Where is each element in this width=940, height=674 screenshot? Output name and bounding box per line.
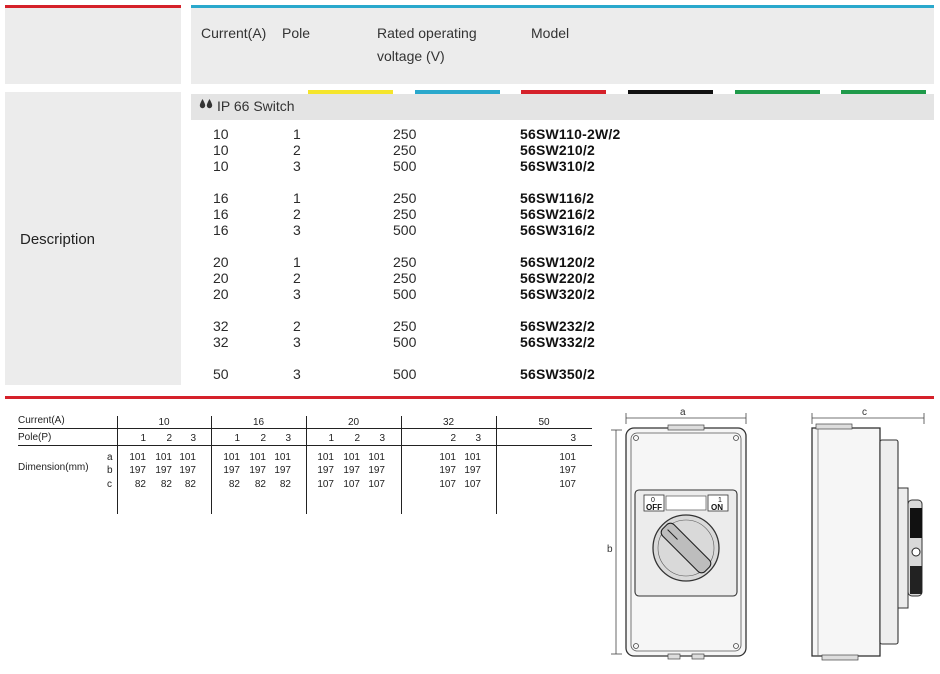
cell-model: 56SW120/2 [520,254,595,270]
table-row [0,366,940,382]
dim-value-c: 82 [134,479,146,490]
dim-pole-value: 2 [354,433,360,444]
dim-a-label: a [680,407,686,418]
header-model: Model [531,25,570,41]
dim-value-a: 101 [129,452,146,463]
cell-pole: 2 [293,270,301,286]
cell-pole: 3 [293,366,301,382]
description-label: Description [20,231,96,248]
dim-c-label: c [862,407,867,418]
on-label: ON [711,503,723,512]
cell-voltage: 250 [393,206,417,222]
cell-voltage: 250 [393,142,417,158]
dim-current-value: 32 [442,417,455,428]
dim-current-value: 10 [158,417,170,428]
section-title: IP 66 Switch [217,98,295,114]
table-row [0,318,940,334]
on-number: 1 [718,497,722,504]
dim-pole-label: Pole(P) [18,432,52,443]
dim-value-b: 197 [249,465,266,476]
cell-pole: 2 [293,318,301,334]
cell-model: 56SW216/2 [520,206,595,222]
dim-value-a: 101 [179,452,196,463]
dim-current-label: Current(A) [18,415,65,426]
dim-value-b: 197 [274,465,291,476]
side-view-drawing [804,404,936,666]
dim-pole-value: 2 [450,433,456,444]
cell-voltage: 500 [393,366,417,382]
header-voltage-line1: Rated operating [377,25,477,41]
cell-model: 56SW332/2 [520,334,595,350]
dim-current-value: 50 [538,417,550,428]
dim-key-b: b [107,465,113,476]
table-row [0,334,940,350]
dim-col-divider [496,416,497,514]
cell-pole: 3 [293,334,301,350]
dim-value-c: 107 [368,479,385,490]
dim-value-c: 107 [559,479,576,490]
dim-dimension-label: Dimension(mm) [18,462,89,473]
dim-pole-value: 1 [328,433,334,444]
off-number: 0 [651,497,655,504]
dim-value-a: 101 [249,452,266,463]
cell-pole: 3 [293,222,301,238]
dim-value-b: 197 [439,465,456,476]
dim-value-a: 101 [368,452,385,463]
table-row [0,286,940,302]
dim-value-c: 82 [228,479,240,490]
cell-current: 50 [213,366,229,382]
header-current: Current(A) [201,25,267,41]
cell-model: 56SW320/2 [520,286,595,302]
table-row [0,142,940,158]
dim-pole-value: 3 [190,433,196,444]
cell-model: 56SW310/2 [520,158,595,174]
dim-pole-value: 2 [260,433,266,444]
cell-voltage: 250 [393,254,417,270]
dim-current-value: 20 [347,417,360,428]
front-view-drawing [598,404,766,666]
table-row [0,222,940,238]
table-row [0,126,940,142]
cell-model: 56SW350/2 [520,366,595,382]
cell-current: 20 [213,286,229,302]
dim-value-a: 101 [155,452,172,463]
cell-pole: 3 [293,158,301,174]
cell-current: 16 [213,190,229,206]
dim-value-b: 197 [343,465,360,476]
cell-current: 20 [213,270,229,286]
column-header-row [191,8,934,84]
dim-value-a: 101 [343,452,360,463]
cell-voltage: 500 [393,286,417,302]
cell-current: 32 [213,334,229,350]
cell-current: 20 [213,254,229,270]
dim-value-b: 197 [317,465,334,476]
dim-value-b: 197 [559,465,576,476]
dim-value-b: 197 [223,465,240,476]
table-row [0,270,940,286]
cell-pole: 2 [293,142,301,158]
dim-pole-value: 2 [166,433,172,444]
dim-value-b: 197 [179,465,196,476]
dim-current-value: 16 [252,417,265,428]
section-title-bar [191,94,934,120]
dim-pole-value: 3 [285,433,291,444]
cell-pole: 1 [293,254,301,270]
cell-current: 10 [213,142,229,158]
dim-pole-value: 1 [234,433,240,444]
dim-value-c: 107 [317,479,334,490]
dim-col-divider [117,416,118,514]
dim-pole-value: 3 [570,433,576,444]
cell-voltage: 500 [393,334,417,350]
table-row [0,254,940,270]
cell-current: 10 [213,158,229,174]
cell-model: 56SW110-2W/2 [520,126,621,142]
header-blank-cell [5,8,181,84]
cell-current: 10 [213,126,229,142]
cell-model: 56SW116/2 [520,190,595,206]
table-row [0,206,940,222]
water-drops-icon [199,98,213,113]
header-pole: Pole [282,25,311,41]
cell-current: 16 [213,222,229,238]
dim-value-c: 82 [254,479,266,490]
cell-pole: 1 [293,190,301,206]
dim-value-c: 107 [343,479,360,490]
dim-value-c: 82 [160,479,172,490]
dim-value-a: 101 [274,452,291,463]
dim-value-b: 197 [129,465,146,476]
dim-value-c: 82 [184,479,196,490]
dim-value-b: 197 [464,465,481,476]
dim-value-c: 107 [439,479,456,490]
cell-model: 56SW220/2 [520,270,595,286]
dim-key-c: c [107,479,112,490]
cell-pole: 3 [293,286,301,302]
cell-current: 32 [213,318,229,334]
cell-voltage: 250 [393,270,417,286]
dim-value-b: 197 [155,465,172,476]
dim-value-a: 101 [317,452,334,463]
cell-model: 56SW316/2 [520,222,595,238]
dim-pole-value: 1 [140,433,146,444]
cell-voltage: 500 [393,222,417,238]
dim-col-divider [401,416,402,514]
cell-pole: 1 [293,126,301,142]
section-divider [5,396,934,399]
header-voltage-line2: voltage (V) [377,48,445,64]
dim-value-a: 101 [439,452,456,463]
cell-voltage: 500 [393,158,417,174]
dim-rule-bottom [18,445,592,446]
dim-b-label: b [607,544,613,555]
off-label: OFF [646,503,662,512]
cell-pole: 2 [293,206,301,222]
cell-model: 56SW232/2 [520,318,595,334]
cell-voltage: 250 [393,190,417,206]
dim-value-a: 101 [223,452,240,463]
cell-voltage: 250 [393,318,417,334]
table-row [0,158,940,174]
table-row [0,190,940,206]
dim-key-a: a [107,452,113,463]
dim-value-b: 197 [368,465,385,476]
dim-col-divider [211,416,212,514]
dim-pole-value: 3 [379,433,385,444]
cell-model: 56SW210/2 [520,142,595,158]
dim-value-c: 107 [464,479,481,490]
cell-current: 16 [213,206,229,222]
dim-value-a: 101 [559,452,576,463]
dim-pole-value: 3 [475,433,481,444]
dim-value-a: 101 [464,452,481,463]
dim-value-c: 82 [279,479,291,490]
cell-voltage: 250 [393,126,417,142]
dim-col-divider [306,416,307,514]
